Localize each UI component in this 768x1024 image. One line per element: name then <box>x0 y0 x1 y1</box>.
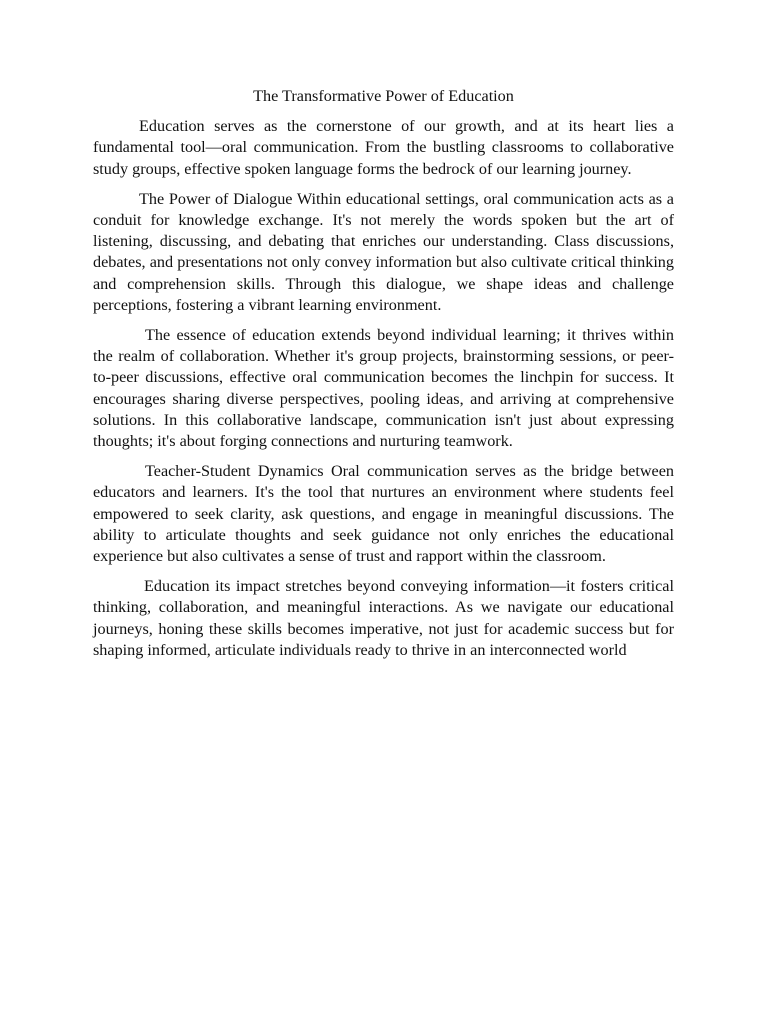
paragraph-conclusion: Education its impact stretches beyond conveying information—it fosters critical thinking, collaboration, and meaningful interactions. As we navigate our educational journeys, honing these skills becomes imperative, not just for academic success but for shaping informed, articulate individuals ready to thrive in an interconnected world <box>93 577 674 659</box>
paragraph-power-of-dialogue: The Power of Dialogue Within educational settings, oral communication acts as a conduit for knowledge exchange. It's not merely the words spoken but the art of listening, discussing, and debating that enriches our understanding. Class discussions, debates, and presentations not only convey information but also cultivate critical thinking and comprehension skills. Through this dialogue, we shape ideas and challenge perceptions, fostering a vibrant learning environment. <box>93 189 674 314</box>
document-title: The Transformative Power of Education <box>253 87 514 105</box>
paragraph-teacher-student: Teacher-Student Dynamics Oral communication serves as the bridge between educators and learners. It's the tool that nurtures an environment where students feel empowered to seek clarity, ask questions, and engage in meaningful discussions. The ability to articulate thoughts and seek guidance not only enriches the educational experience but also cultivates a sense of trust and rapport within the classroom. <box>93 462 674 566</box>
paragraph-intro: Education serves as the cornerstone of our growth, and at its heart lies a fundamental tool—oral communication. From the bustling classrooms to collaborative study groups, effective spoken language forms the bedrock of our learning journey. <box>93 117 674 178</box>
document-body <box>93 86 674 670</box>
paragraph-collaboration: The essence of education extends beyond individual learning; it thrives within the realm of collaboration. Whether it's group projects, brainstorming sessions, or peer-to-peer discussions, effective oral communication becomes the linchpin for success. It encourages sharing diverse perspectives, pooling ideas, and arriving at comprehensive solutions. In this collaborative landscape, communication isn't just about expressing thoughts; it's about forging connections and nurturing teamwork. <box>93 326 674 451</box>
